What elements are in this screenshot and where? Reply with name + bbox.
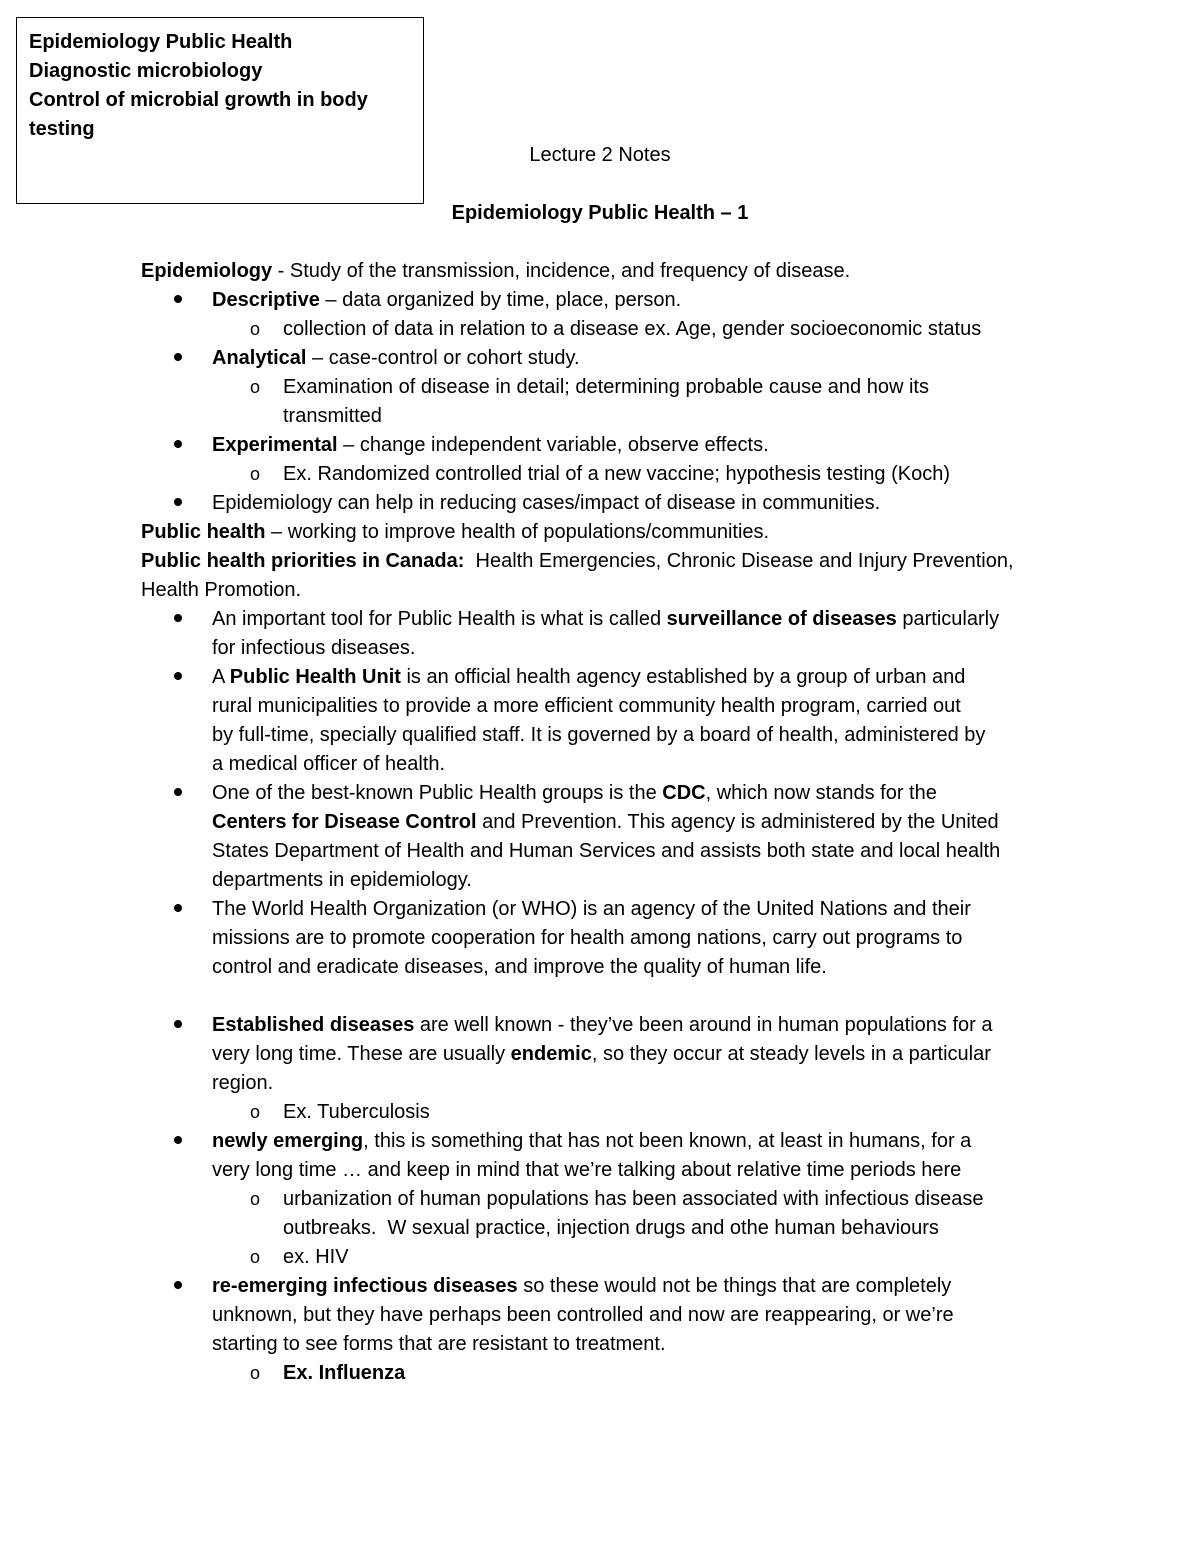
circle-bullet-icon: o — [249, 1247, 260, 1267]
list-item: One of the best-known Public Health groups is the CDC, which now stands for the Centers for Disease Control and Prevention. This agency is administered by the United States Department of Health and Human Services and assists both state and local health departments in epidemiology. — [141, 779, 1061, 895]
topic-line: Epidemiology Public Health — [29, 31, 293, 53]
bullet-icon — [172, 489, 184, 518]
term: Experimental — [212, 434, 338, 456]
sub-list-item: o collection of data in relation to a disease ex. Age, gender socioeconomic status — [141, 315, 1061, 344]
bullet-icon — [172, 431, 184, 460]
priorities-paragraph: Public health priorities in Canada: Health Emergencies, Chronic Disease and Injury Prevention, Health Promotion. — [141, 550, 1014, 601]
term: Descriptive — [212, 289, 320, 311]
list-item: A Public Health Unit is an official health agency established by a group of urban and rural municipalities to provide a more efficient community health program, carried out by full-time, specially qualified staff. It is governed by a board of health, administered by a medical officer of health. — [141, 663, 1061, 779]
definition: – change independent variable, observe effects. — [337, 434, 769, 456]
list-item: re-emerging infectious diseases so these would not be things that are completely unknown, but they have perhaps been controlled and now are reappearing, or we’re starting to see forms that are resistant to treatment. — [141, 1272, 1061, 1359]
term: Public health — [141, 521, 266, 543]
definition: - Study of the transmission, incidence, and frequency of disease. — [272, 260, 851, 282]
sub-list-item: o Examination of disease in detail; determining probable cause and how its transmitted — [141, 373, 1061, 431]
term: Public health priorities in Canada: — [141, 550, 465, 572]
bullet-icon — [172, 1127, 184, 1156]
topic-line: Diagnostic microbiology — [29, 60, 263, 82]
lecture-title: Lecture 2 Notes — [529, 144, 671, 166]
section-heading: Epidemiology Public Health – 1 — [451, 202, 749, 224]
bullet-icon — [172, 605, 184, 634]
circle-bullet-icon: o — [249, 319, 260, 339]
bullet-icon — [172, 895, 184, 924]
circle-bullet-icon: o — [249, 1102, 260, 1122]
list-item: newly emerging, this is something that has not been known, at least in humans, for a very long time … and keep in mind that we’re talking about relative time periods here — [141, 1127, 1061, 1185]
sub-list-item: o ex. HIV — [141, 1243, 1061, 1272]
topic-line: Control of microbial growth in body — [29, 89, 368, 111]
list-item — [141, 344, 1061, 373]
circle-bullet-icon: o — [249, 377, 260, 397]
bullet-icon — [172, 1272, 184, 1301]
list-item — [141, 431, 1061, 460]
circle-bullet-icon: o — [249, 464, 260, 484]
bullet-icon — [172, 779, 184, 808]
list-item: The World Health Organization (or WHO) is an agency of the United Nations and their missions are to promote cooperation for health among nations, carry out programs to control and eradicate diseases, and improve the quality of human life. — [141, 895, 1061, 982]
circle-bullet-icon: o — [249, 1363, 260, 1383]
sub-list-item: o urbanization of human populations has been associated with infectious disease outbreaks. W sexual practice, injection drugs and othe human behaviours — [141, 1185, 1061, 1243]
term: Analytical — [212, 347, 307, 369]
bullet-icon — [172, 286, 184, 315]
notes-body — [141, 257, 1061, 1388]
definition: – data organized by time, place, person. — [319, 289, 682, 311]
list-item — [141, 286, 1061, 315]
sub-list-item: o Ex. Randomized controlled trial of a new vaccine; hypothesis testing (Koch) — [141, 460, 1061, 489]
list-item: An important tool for Public Health is what is called surveillance of diseases particularly for infectious diseases. — [141, 605, 1061, 663]
bullet-icon — [172, 344, 184, 373]
list-item: Epidemiology can help in reducing cases/impact of disease in communities. — [141, 489, 1061, 518]
circle-bullet-icon: o — [249, 1189, 260, 1209]
epidemiology-definition — [141, 257, 1061, 286]
topic-line: testing — [29, 118, 95, 140]
definition: – case-control or cohort study. — [306, 347, 580, 369]
topics-box — [16, 17, 424, 204]
bullet-icon — [172, 1011, 184, 1040]
bullet-icon — [172, 663, 184, 692]
term: Epidemiology — [141, 260, 273, 282]
sub-list-item: o Ex. Influenza — [141, 1359, 1061, 1388]
public-health-definition: Public health – working to improve health of populations/communities. — [141, 521, 770, 543]
list-item: Established diseases are well known - they’ve been around in human populations for a very long time. These are usually endemic, so they occur at steady levels in a particular region. — [141, 1011, 1061, 1098]
sub-list-item: o Ex. Tuberculosis — [141, 1098, 1061, 1127]
